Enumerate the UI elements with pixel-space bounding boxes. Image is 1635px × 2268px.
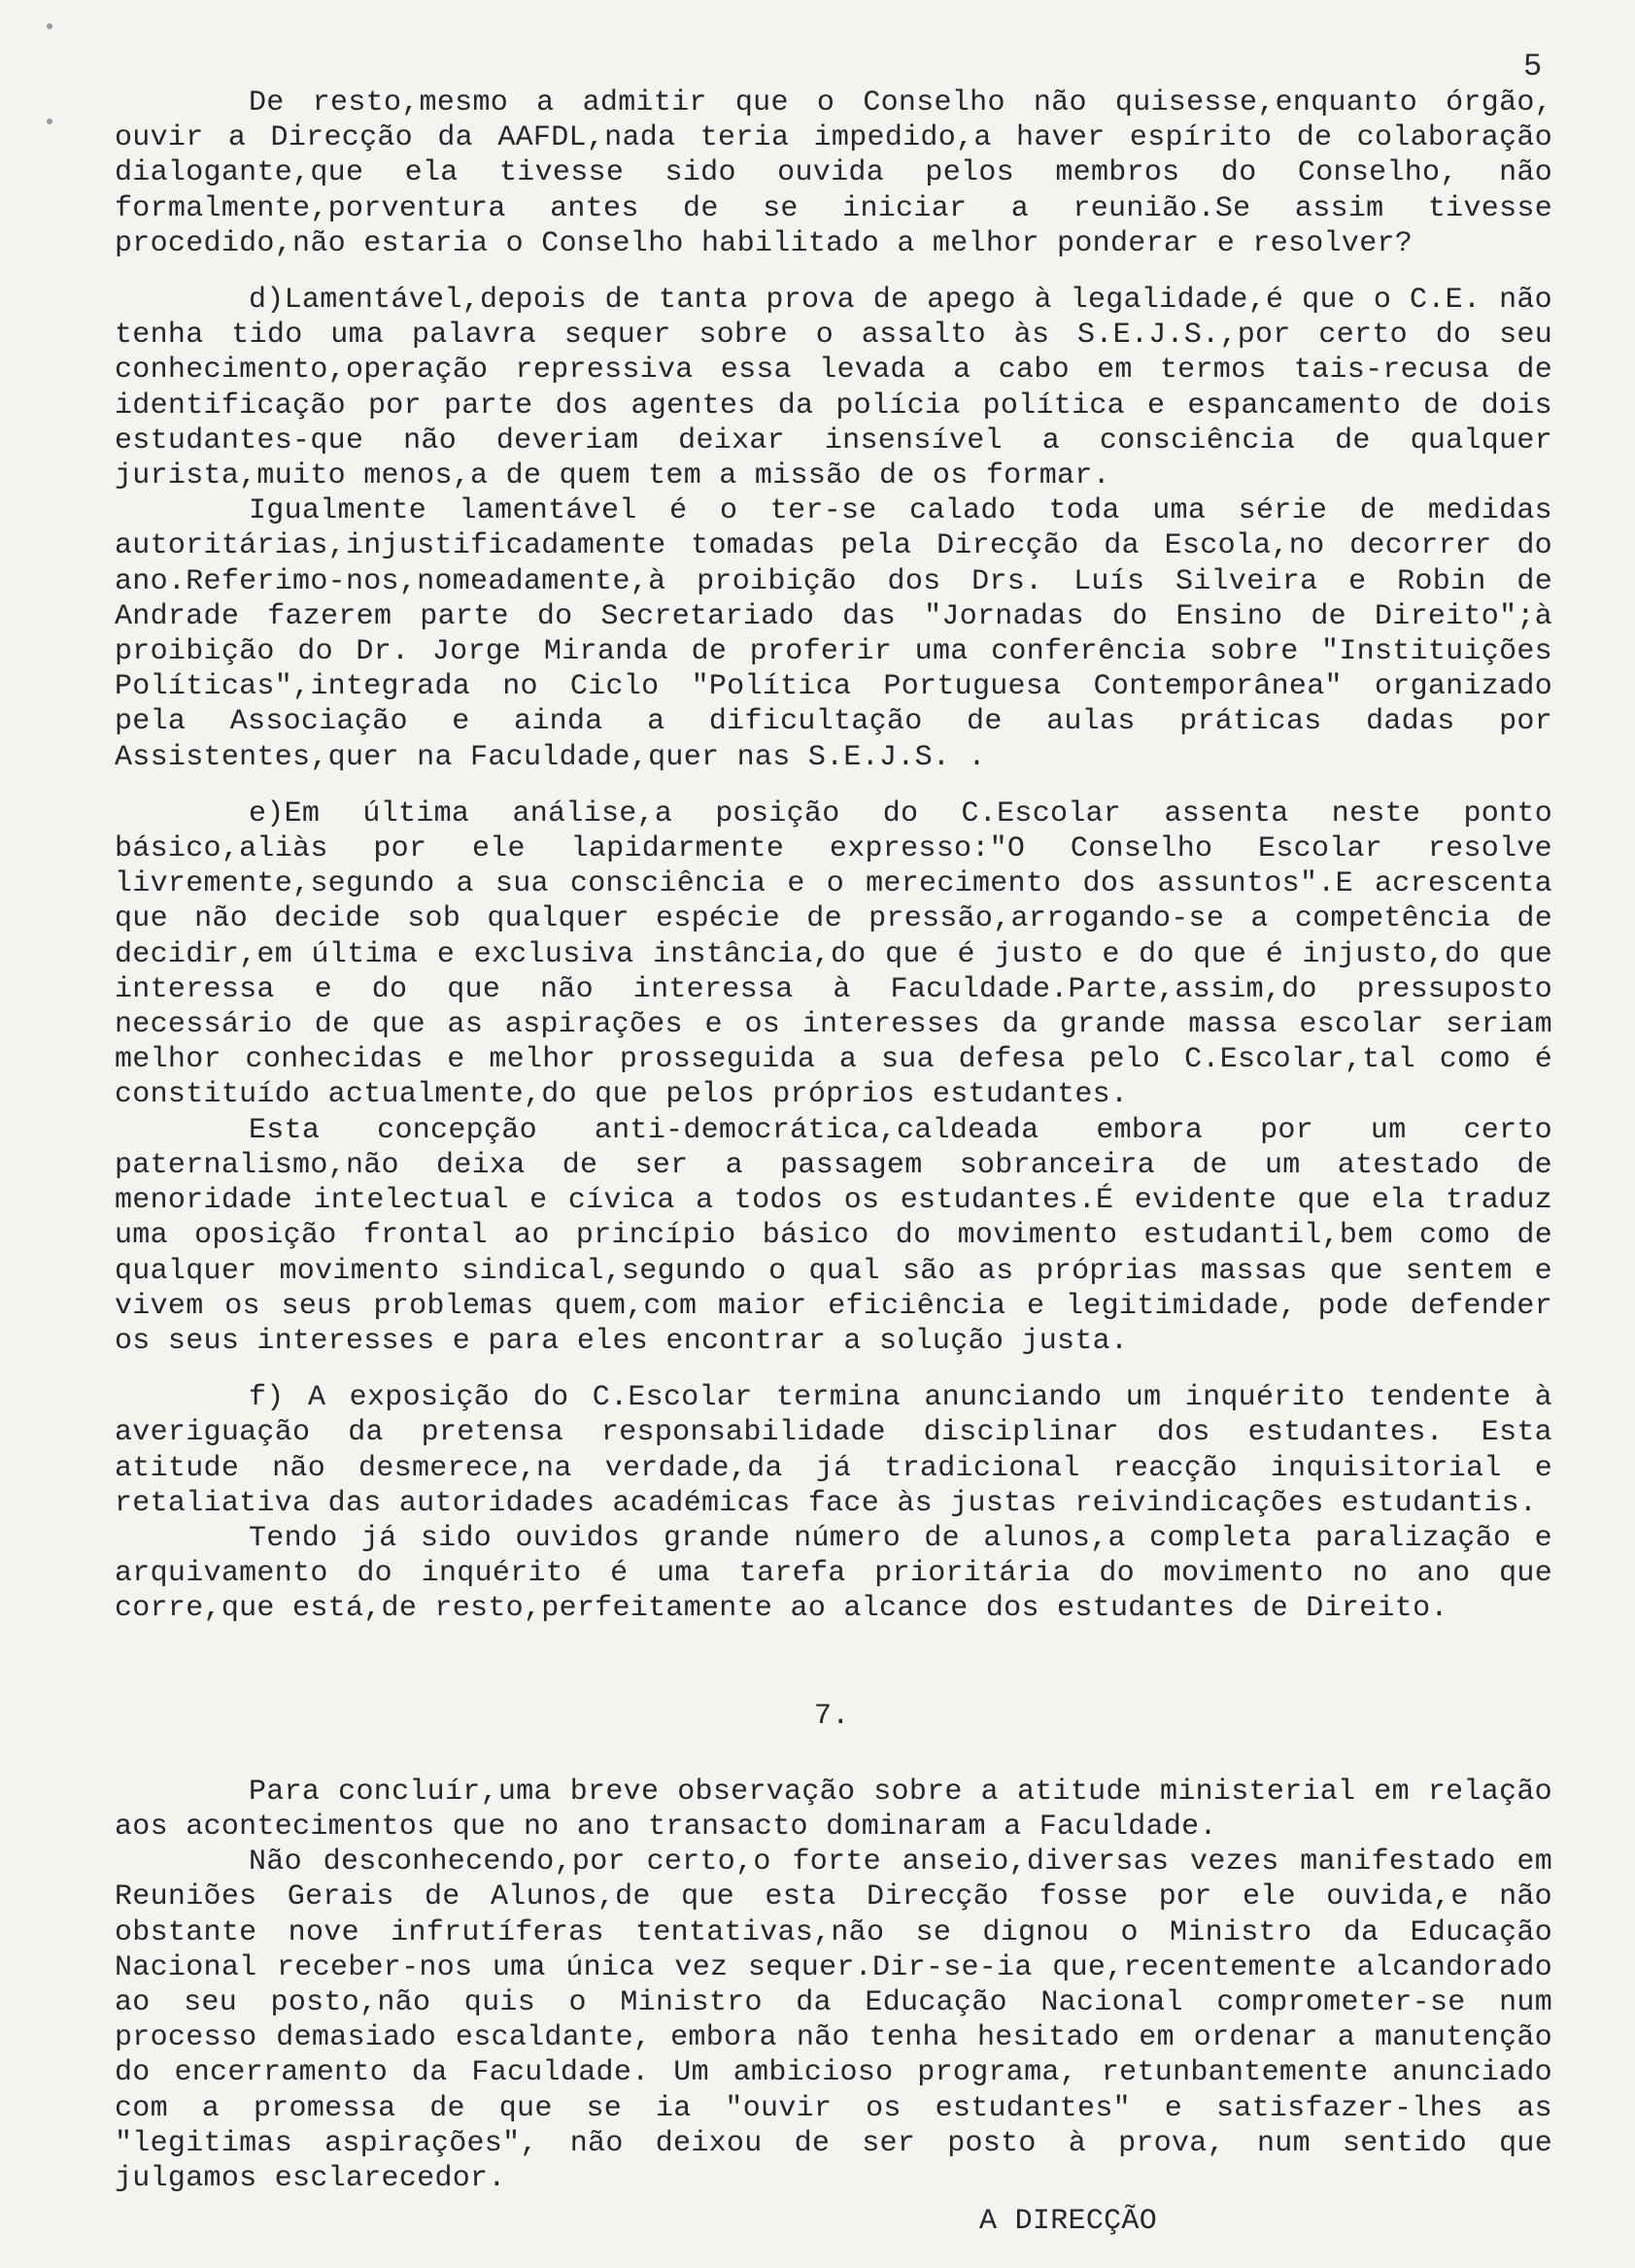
paragraph: f) A exposição do C.Escolar termina anunciando um inquérito tendente à averiguação da pretensa responsabilidade disciplinar dos estudantes. Esta atitude não desmerece,na verdade,da já tradicional reacção inquisitorial e retaliativa das autoridades académicas face às justas reivindicações estudantis. [115,1381,1552,1520]
margin-mark [47,23,52,29]
paragraph: Esta concepção anti-democrática,caldeada embora por um certo paternalismo,não deixa de ser a passagem sobranceira de um atestado de menoridade intelectual e cívica a todos os estudantes.É evidente que ela traduz uma oposição frontal ao princípio básico do movimento estudantil,bem como de qualquer movimento sindical,segundo o qual são as próprias massas que sentem e vivem os seus problemas quem,com maior eficiência e legitimidade, pode defender os seus interesses e para eles encontrar a solução justa. [115,1113,1552,1358]
paragraph: Igualmente lamentável é o ter-se calado toda uma série de medidas autoritárias,injustificadamente tomadas pela Direcção da Escola,no decorrer do ano.Referimo-nos,nomeadamente,à proibição dos Drs. Luís Silveira e Robin de Andrade fazerem parte do Secretariado das "Jornadas do Ensino de Direito";à proibição do Dr. Jorge Miranda de proferir uma conferência sobre "Instituições Políticas",integrada no Ciclo "Política Portuguesa Contemporânea" organizado pela Associação e ainda a dificultação de aulas práticas dadas por Assistentes,quer na Faculdade,quer nas S.E.J.S. . [115,494,1552,774]
paragraph: Não desconhecendo,por certo,o forte anseio,diversas vezes manifestado em Reuniões Gerais de Alunos,de que esta Direcção fosse por ele ouvida,e não obstante nove infrutíferas tentativas,não se dignou o Ministro da Educação Nacional receber-nos uma única vez sequer.Dir-se-ia que,recentemente alcandorado ao seu posto,não quis o Ministro da Educação Nacional comprometer-se num processo demasiado escaldante, embora não tenha hesitado em ordenar a manutenção do encerramento da Faculdade. Um ambicioso programa, retunbantemente anunciado com a promessa de que se ia "ouvir os estudantes" e satisfazer-lhes as "legitimas aspirações", não deixou de ser posto à prova, num sentido que julgamos esclarecedor. [115,1845,1552,2195]
paragraph: Para concluír,uma breve observação sobre a atitude ministerial em relação aos acontecimentos que no ano transacto dominaram a Faculdade. [115,1775,1552,1844]
document-body [115,85,1552,2239]
page-number: 5 [1523,49,1543,85]
paragraph: e)Em última análise,a posição do C.Escolar assenta neste ponto básico,aliàs por ele lapidarmente expresso:"O Conselho Escolar resolve livremente,segundo a sua consciência e o merecimento dos assuntos".E acrescenta que não decide sob qualquer espécie de pressão,arrogando-se a competência de decidir,em última e exclusiva instância,do que é justo e do que é injusto,do que interessa e do que não interessa à Faculdade.Parte,assim,do pressuposto necessário de que as aspirações e os interesses da grande massa escolar seriam melhor conhecidas e melhor prosseguida a sua defesa pelo C.Escolar,tal como é constituído actualmente,do que pelos próprios estudantes. [115,796,1552,1112]
paragraph: Tendo já sido ouvidos grande número de alunos,a completa paralização e arquivamento do inquérito é uma tarefa prioritária do movimento no ano que corre,que está,de resto,perfeitamente ao alcance dos estudantes de Direito. [115,1521,1552,1626]
section-number: 7. [814,1699,850,1733]
margin-mark [47,118,52,124]
paragraph: De resto,mesmo a admitir que o Conselho não quisesse,enquanto órgão, ouvir a Direcção da AAFDL,nada teria impedido,a haver espírito de colaboração dialogante,que ela tivesse sido ouvida pelos membros do Conselho, não formalmente,porventura antes de se iniciar a reunião.Se assim tivesse procedido,não estaria o Conselho habilitado a melhor ponderar e resolver? [115,86,1552,260]
paragraph: d)Lamentável,depois de tanta prova de apego à legalidade,é que o C.E. não tenha tido uma palavra sequer sobre o assalto às S.E.J.S.,por certo do seu conhecimento,operação repressiva essa levada a cabo em termos tais-recusa de identificação por parte dos agentes da polícia política e espancamento de dois estudantes-que não deveriam deixar insensível a consciência de qualquer jurista,muito menos,a de quem tem a missão de os formar. [115,284,1552,493]
signature: A DIRECÇÃO [979,2205,1158,2239]
